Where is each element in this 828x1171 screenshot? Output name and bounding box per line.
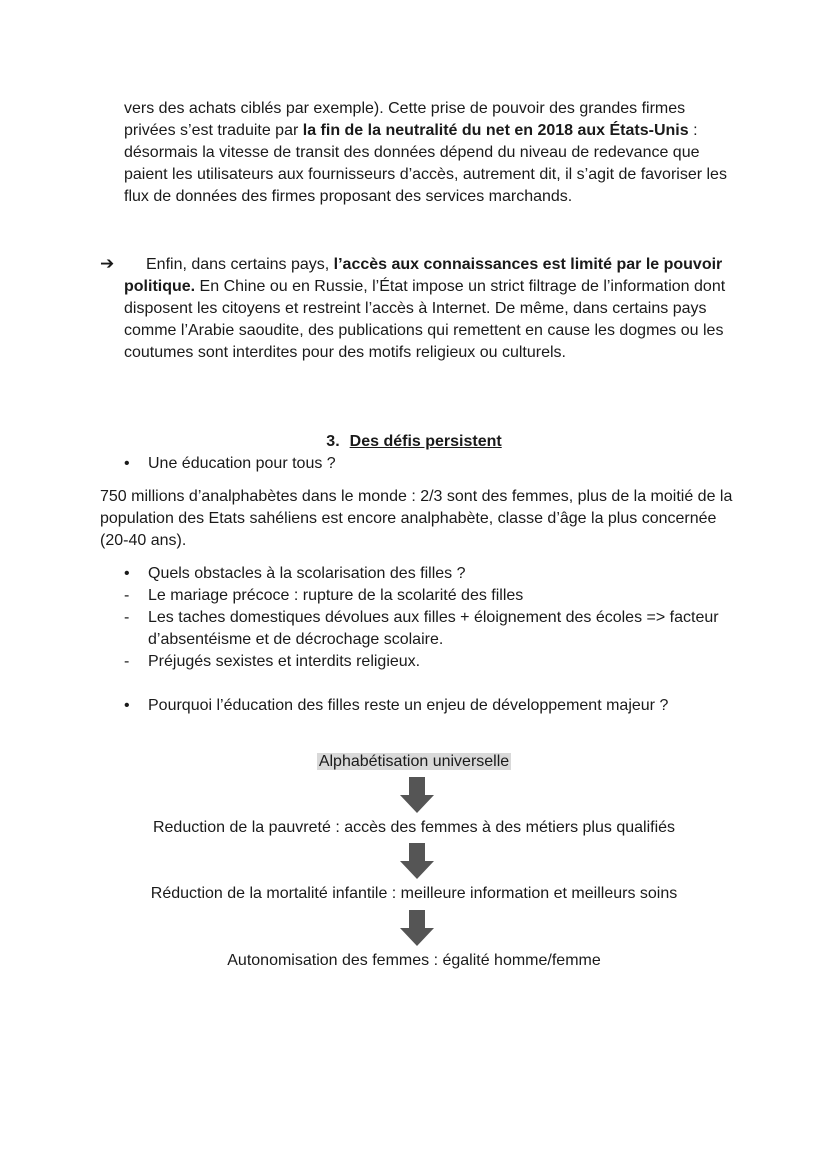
section-title: Des défis persistent	[349, 433, 502, 450]
dash-marker: -	[124, 587, 130, 604]
section-heading	[0, 431, 828, 453]
bullet-marker: •	[124, 455, 130, 472]
bullet-text: Quels obstacles à la scolarisation des filles ?	[148, 565, 466, 582]
flow-step-3: Réduction de la mortalité infantile : meilleure information et meilleurs soins	[150, 885, 678, 902]
dash-marker: -	[124, 653, 130, 670]
paragraph-political-censorship	[124, 254, 734, 364]
list-item	[124, 585, 738, 607]
bullet-text: Une éducation pour tous ?	[148, 455, 336, 472]
bullet-marker: •	[124, 697, 130, 714]
text-segment: : désormais la vitesse de transit des données dépend du niveau de redevance que paient les utilisateurs aux fournisseurs d’accès, autrement dit, il s’agit de favoriser les flux de données des firmes proposant des services marchands.	[124, 122, 727, 205]
list-item-text: Préjugés sexistes et interdits religieux.	[148, 653, 421, 670]
down-arrow-icon	[400, 777, 434, 813]
list-item	[124, 651, 738, 673]
down-arrow-icon	[400, 910, 434, 946]
text-segment: En Chine ou en Russie, l’État impose un strict filtrage de l’information dont disposent les citoyens et restreint l’accès à Internet. De même, dans certains pays comme l’Arabie saoudite, des publications qui remettent en cause les dogmes ou les coutumes sont interdites pour des motifs religieux ou culturels.	[124, 278, 726, 361]
bullet-text: Pourquoi l’éducation des filles reste un enjeu de développement majeur ?	[148, 697, 669, 714]
bullet-education-for-all	[124, 453, 738, 475]
flow-step-1	[0, 751, 828, 773]
paragraph-illiteracy: 750 millions d’analphabètes dans le monde : 2/3 sont des femmes, plus de la moitié de la population des Etats sahéliens est encore analphabète, classe d’âge la plus concernée (20-40 ans).	[100, 488, 733, 549]
text-segment: Enfin, dans certains pays,	[146, 256, 334, 273]
dash-marker: -	[124, 609, 130, 626]
section-number: 3.	[326, 433, 340, 450]
down-arrow-icon	[400, 843, 434, 879]
list-item-text: Le mariage précoce : rupture de la scolarité des filles	[148, 587, 524, 604]
bullet-obstacles	[124, 563, 738, 585]
text-segment: vers des achats ciblés par exemple). Cette prise de pouvoir des grandes firmes privées s’est traduite par	[124, 100, 686, 139]
flow-step-4: Autonomisation des femmes : égalité homme/femme	[227, 952, 601, 969]
list-item-text: Les taches domestiques dévolues aux filles + éloignement des écoles => facteur d’absentéisme et de décrochage scolaire.	[148, 609, 719, 648]
flow-step-label: Alphabétisation universelle	[318, 753, 510, 770]
flow-step-2: Reduction de la pauvreté : accès des femmes à des métiers plus qualifiés	[152, 819, 676, 836]
bullet-marker: •	[124, 565, 130, 582]
paragraph-net-neutrality	[124, 98, 734, 208]
bold-net-neutrality: la fin de la neutralité du net en 2018 aux États-Unis	[302, 122, 689, 139]
right-arrow-icon: ➔	[100, 254, 115, 273]
bold-access-limited: l’accès aux connaissances est limité par le pouvoir politique.	[124, 256, 723, 295]
list-item	[124, 607, 738, 651]
bullet-girls-education	[124, 695, 738, 739]
